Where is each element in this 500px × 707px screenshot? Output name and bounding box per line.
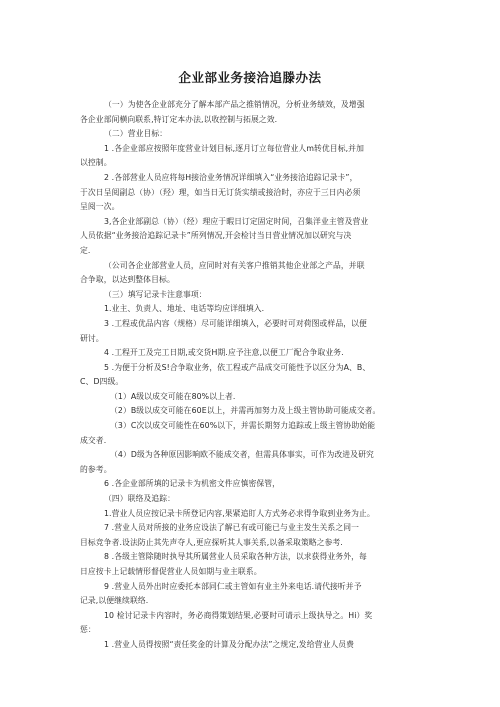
body-line: 5 .为便于分析及S!合争取业务，依工程或产品成交可能性予以区分为A、B、 [104, 362, 371, 372]
body-line: （4）D级为各种原因影响欧不能成交者，但需具体事实，可作为改进及研究 [110, 450, 374, 460]
body-line: 呈阅一次。 [80, 202, 120, 212]
body-line: 的参考。 [80, 464, 112, 474]
body-line: 1 .营业人员得按照“责任奖金的计算及分配办法”之规定,发给营业人员费 [104, 639, 355, 649]
body-line: 定. [80, 245, 91, 255]
body-line: 目标竞争者.设法防止其先声夺人,更应探听其人事关系,以备采取策略之参考. [80, 537, 344, 547]
body-line: 1 .各企业部应按照年度营业计划目标,逐月订立每位营业人m转优目标,并加 [104, 143, 364, 153]
body-line: 4 .工程开工及完工日期,或交货H期.应予注意,以便工厂配合争取业务. [104, 348, 344, 358]
body-line: 成交者. [80, 435, 107, 445]
body-line: C、D四级。 [80, 377, 124, 387]
document-body [80, 98, 422, 653]
body-line: 以控制。 [80, 158, 112, 168]
body-line: 记录,以便继续联络. [80, 596, 149, 606]
body-line: 3 .工程或优品内容（规格）尽可能详细填入，必要时可对荷图或样品，以便 [104, 318, 367, 328]
body-line: 各企业部间横向联系,特订定本办法,以收控制与拓展之效. [80, 114, 278, 124]
body-line: 研讨。 [80, 333, 104, 343]
body-line: 日应按卡上记载情形督促营业人员如期与业主联系。 [80, 567, 262, 576]
body-line: （三）填写记录卡注意事项： [104, 289, 207, 299]
body-line: 6 .各企业部所填的记录卡为机密文件应慎密保管， [104, 479, 281, 489]
body-line: 人员依据“业务接洽追踪记录卡”所列情况,开会检讨当日营业情况加以研究与决 [80, 231, 352, 241]
body-line: （1）A级以成交可能在80%以上者. [110, 391, 236, 401]
body-line: （2）B级以成交可能在60E以上，并需再加努力及上级主管协助可能成交者。 [110, 406, 381, 416]
body-line: 2 .各部营业人员应将每H接洽业务情况详细填入“业务接洽追踪记录卡”， [104, 172, 358, 182]
body-line: （四）联络及追踪： [104, 494, 176, 504]
document-title: 企业部业务接洽追滕办法 [178, 70, 322, 85]
body-line: 9 .营业人员外出时应委托本部同仁或主管如有业主外来电话.请代接听并予 [104, 581, 362, 591]
body-line: 合争取，以达到整体目标。 [80, 275, 175, 285]
body-line: 3,各企业部副总（协）（经）理应于暇日订定固定时间，召集洋业主管及营业 [104, 216, 369, 226]
body-line: 1.业主、负责人、地址、电话等均应详细填入. [104, 304, 265, 314]
body-line: 8 .各级主管除随时执导其所属营业人员采取各种方法，以求获得业务外，每 [104, 552, 367, 562]
body-line: 1.营业人员应按记录卡所登记内容,果紧追盯人方式务必求得争取到业务为止。 [104, 508, 375, 518]
body-line: （公司各企业部营业人员，应同时对有关客户推销其他企业部之产品，并联 [104, 260, 365, 270]
body-line: 于次日呈阅副总（协）（羟）理，如当日无订货实绩或接洽时，亦应于三日内必须 [80, 187, 361, 197]
body-line: 7 .营业人员对所接的业务应设法了解已有或可能已与业主发生关系之同一 [104, 523, 360, 533]
body-line: 10 检讨记录卡内容时，务必商得策划结果,必要时可请示上级执导之。Hi）奖 [104, 610, 373, 620]
body-line: 惩： [80, 625, 96, 635]
body-line: （3）C次以成交可能性在60%以下，并需长期努力追踪或上级主管协助始能 [110, 421, 376, 431]
body-line: （一）为使各企业部充分了解本部产品之推销情况，分析业务绩效，及增强 [104, 100, 365, 109]
body-line: （二）营业目标： [104, 129, 168, 139]
